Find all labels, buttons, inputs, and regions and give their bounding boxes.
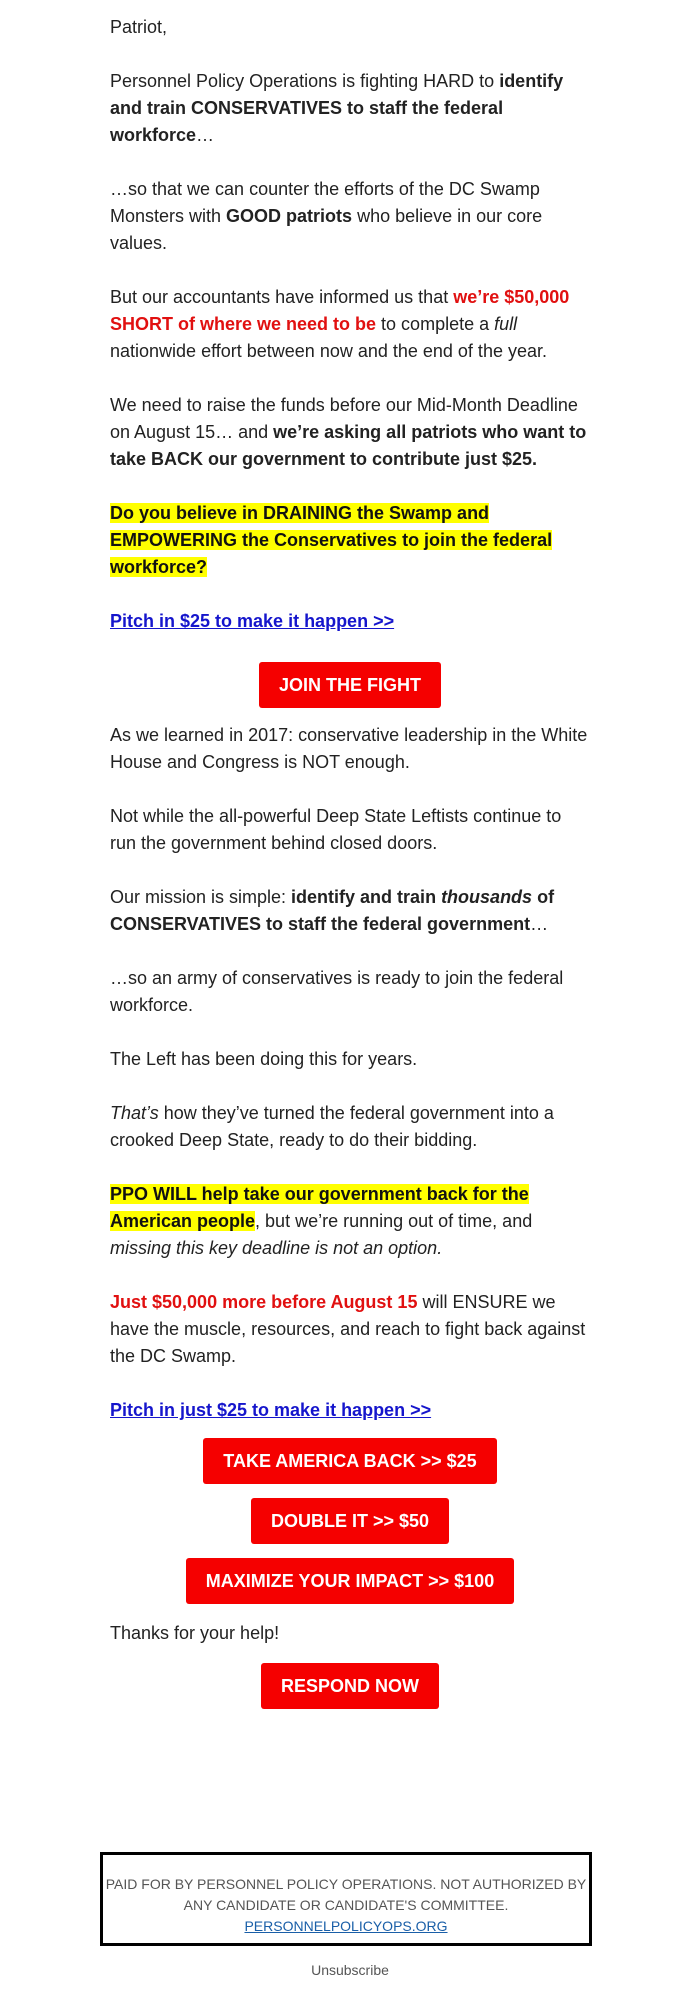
greeting: Patriot, <box>110 17 168 37</box>
disclaimer-text: PAID FOR BY PERSONNEL POLICY OPERATIONS. NOT AUTHORIZED BY ANY CANDIDATE OR CANDIDATE'S COMMITTEE. <box>105 1876 587 1913</box>
red-text: Just $50,000 more before August 15 <box>110 1292 418 1312</box>
pitch-in-just-link[interactable]: Pitch in just $25 to make it happen >> <box>110 1400 432 1420</box>
paragraph-swamp-monsters <box>110 176 590 257</box>
highlighted-text: Do you believe in DRAINING the Swamp and EMPOWERING the Conservatives to join the federal workforce? <box>110 503 553 577</box>
paragraph-thats <box>110 1100 590 1154</box>
join-the-fight-button[interactable]: JOIN THE FIGHT <box>259 662 441 708</box>
bold-text: GOOD patriots <box>226 206 353 226</box>
pitch-in-link[interactable]: Pitch in $25 to make it happen >> <box>110 611 395 631</box>
red-text: we’re $50,000 SHORT of where we need to be <box>110 287 570 334</box>
website-link[interactable]: PERSONNELPOLICYOPS.ORG <box>244 1918 448 1934</box>
text: … <box>530 914 549 934</box>
text: nationwide effort between now and the end of the year. <box>110 341 547 361</box>
italic-text: full <box>494 314 518 334</box>
button-row-25 <box>110 1438 590 1484</box>
text: to complete a <box>376 314 495 334</box>
thanks-text: Thanks for your help! <box>110 1623 280 1643</box>
text: …so that we can counter the efforts of the DC Swamp Monsters with <box>110 179 540 226</box>
paragraph-question <box>110 500 590 581</box>
paragraph-ppo-will <box>110 1181 590 1262</box>
bold-text: we’re asking all patriots who want to take BACK our government to contribute just $25. <box>110 422 587 469</box>
bold-text: identify and train CONSERVATIVES to staff the federal workforce <box>110 71 564 145</box>
button-row-50 <box>110 1498 590 1544</box>
donate-50-button[interactable]: DOUBLE IT >> $50 <box>251 1498 449 1544</box>
paragraph-shortfall <box>110 284 590 365</box>
text: who believe in our core values. <box>110 206 543 253</box>
text: But our accountants have informed us that <box>110 287 454 307</box>
paragraph-link-2 <box>110 1397 590 1424</box>
bold-text: identify and train <box>291 887 442 907</box>
paragraph-just-50000 <box>110 1289 590 1370</box>
button-row-join <box>110 662 590 708</box>
footer-disclaimer-box <box>100 1852 592 1946</box>
paragraph-mission-intro <box>110 68 590 149</box>
paragraph-deadline <box>110 392 590 473</box>
text: … <box>196 125 215 145</box>
donate-25-button[interactable]: TAKE AMERICA BACK >> $25 <box>203 1438 496 1484</box>
italic-text: missing this key deadline is not an option. <box>110 1238 443 1258</box>
highlighted-text: PPO WILL help take our government back for the American people <box>110 1184 529 1231</box>
paragraph-left-years: The Left has been doing this for years. <box>110 1049 418 1069</box>
button-row-100 <box>110 1558 590 1604</box>
paragraph-army: …so an army of conservatives is ready to join the federal workforce. <box>110 968 564 1015</box>
respond-now-button[interactable]: RESPOND NOW <box>261 1663 439 1709</box>
bold-italic-text: thousands <box>441 887 533 907</box>
bold-text: of CONSERVATIVES to staff the federal government <box>110 887 555 934</box>
button-row-respond <box>110 1663 590 1709</box>
text: Personnel Policy Operations is fighting HARD to <box>110 71 500 91</box>
italic-text: That’s <box>110 1103 159 1123</box>
email-body <box>110 0 590 1723</box>
text: Our mission is simple: <box>110 887 292 907</box>
text: how they’ve turned the federal government into a crooked Deep State, ready to do their bidding. <box>110 1103 554 1150</box>
text: We need to raise the funds before our Mid-Month Deadline on August 15… and <box>110 395 578 442</box>
text: , but we’re running out of time, and <box>255 1211 533 1231</box>
text: will ENSURE we have the muscle, resources, and reach to fight back against the DC Swamp. <box>110 1292 586 1366</box>
paragraph-deep-state: Not while the all-powerful Deep State Leftists continue to run the government behind closed doors. <box>110 806 562 853</box>
paragraph-2017: As we learned in 2017: conservative leadership in the White House and Congress is NOT enough. <box>110 725 588 772</box>
paragraph-mission-simple <box>110 884 590 938</box>
unsubscribe-link[interactable]: Unsubscribe <box>311 1962 389 1978</box>
donate-100-button[interactable]: MAXIMIZE YOUR IMPACT >> $100 <box>186 1558 514 1604</box>
paragraph-link-1 <box>110 608 590 635</box>
